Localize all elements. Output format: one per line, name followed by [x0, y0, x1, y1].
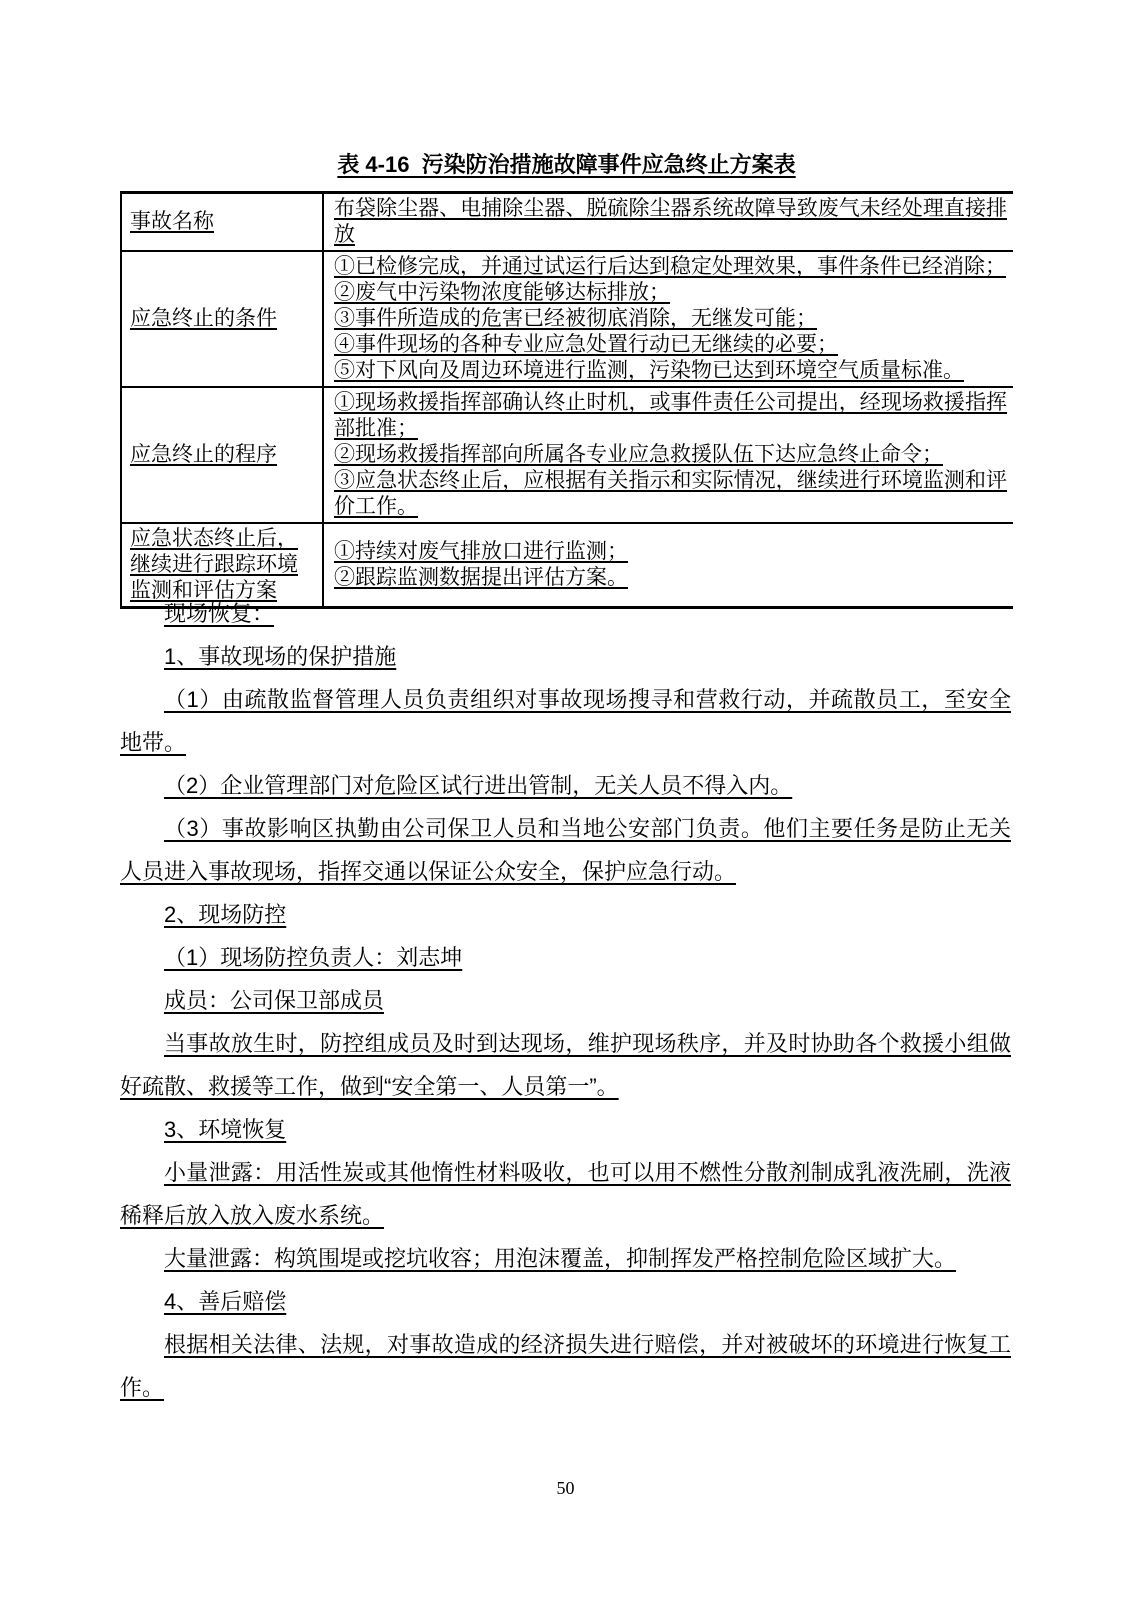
body-paragraph: 2、现场防控	[164, 902, 287, 927]
cell-line: ①持续对废气排放口进行监测；	[334, 540, 628, 563]
cell-line: ①现场救援指挥部确认终止时机，或事件责任公司提出，经现场救援指挥部批准；	[334, 391, 1007, 440]
page-number: 50	[556, 1478, 575, 1498]
table-row	[121, 251, 1013, 387]
row-content	[323, 193, 1013, 252]
body-paragraph: 当事故放生时，防控组成员及时到达现场，维护现场秩序，并及时协助各个救援小组做好疏散、救援等工作，做到“安全第一、人员第一”。	[120, 1031, 1011, 1099]
cell-line: ③事件所造成的危害已经被彻底消除，无继发可能；	[334, 307, 817, 330]
cell-line: ④事件现场的各种专业应急处置行动已无继续的必要；	[334, 333, 838, 356]
body-paragraph: 根据相关法律、法规，对事故造成的经济损失进行赔偿，并对被破坏的环境进行恢复工作。	[120, 1332, 1011, 1400]
row-label: 事故名称	[121, 193, 323, 252]
body-paragraph: （1）由疏散监督管理人员负责组织对事故现场搜寻和营救行动，并疏散员工，至安全地带。	[120, 687, 1011, 755]
body-paragraph: 成员：公司保卫部成员	[164, 988, 385, 1013]
body-paragraph: 现场恢复：	[164, 601, 275, 626]
body-paragraph: 1、事故现场的保护措施	[164, 644, 397, 669]
row-content	[323, 387, 1013, 523]
body-paragraph: （1）现场防控负责人：刘志坤	[164, 945, 463, 970]
body-paragraph: 大量泄露：构筑围堤或挖坑收容；用泡沫覆盖，抑制挥发严格控制危险区域扩大。	[164, 1246, 957, 1271]
table-row	[121, 193, 1013, 252]
body-text	[120, 592, 1011, 1409]
body-paragraph: 4、善后赔偿	[164, 1289, 287, 1314]
row-content	[323, 251, 1013, 387]
row-label: 应急终止的程序	[121, 387, 323, 523]
table-row	[121, 387, 1013, 523]
row-label: 应急状态终止后，继续进行跟踪环境监测和评估方案	[121, 523, 323, 608]
table-caption: 表 4-16 污染防治措施故障事件应急终止方案表	[337, 152, 796, 177]
row-label: 应急终止的条件	[121, 251, 323, 387]
cell-line: ③应急状态终止后，应根据有关指示和实际情况，继续进行环境监测和评价工作。	[334, 469, 1007, 518]
cell-line: ②跟踪监测数据提出评估方案。	[334, 566, 628, 589]
cell-line: 布袋除尘器、电捕除尘器、脱硫除尘器系统故障导致废气未经处理直接排放	[334, 197, 1007, 246]
body-paragraph: （2）企业管理部门对危险区试行进出管制，无关人员不得入内。	[164, 773, 793, 798]
body-paragraph: （3）事故影响区执勤由公司保卫人员和当地公安部门负责。他们主要任务是防止无关人员进入事故现场，指挥交通以保证公众安全，保护应急行动。	[120, 816, 1011, 884]
cell-line: ②现场救援指挥部向所属各专业应急救援队伍下达应急终止命令；	[334, 443, 943, 466]
emergency-termination-table-body	[121, 193, 1013, 608]
body-paragraph: 小量泄露：用活性炭或其他惰性材料吸收，也可以用不燃性分散剂制成乳液洗刷，洗液稀释后放入放入废水系统。	[120, 1160, 1011, 1228]
cell-line: ①已检修完成，并通过试运行后达到稳定处理效果，事件条件已经消除；	[334, 255, 1006, 278]
cell-line: ②废气中污染物浓度能够达标排放；	[334, 281, 670, 304]
body-paragraph: 3、环境恢复	[164, 1117, 287, 1142]
cell-line: ⑤对下风向及周边环境进行监测，污染物已达到环境空气质量标准。	[334, 359, 964, 382]
emergency-termination-table	[120, 191, 1013, 609]
